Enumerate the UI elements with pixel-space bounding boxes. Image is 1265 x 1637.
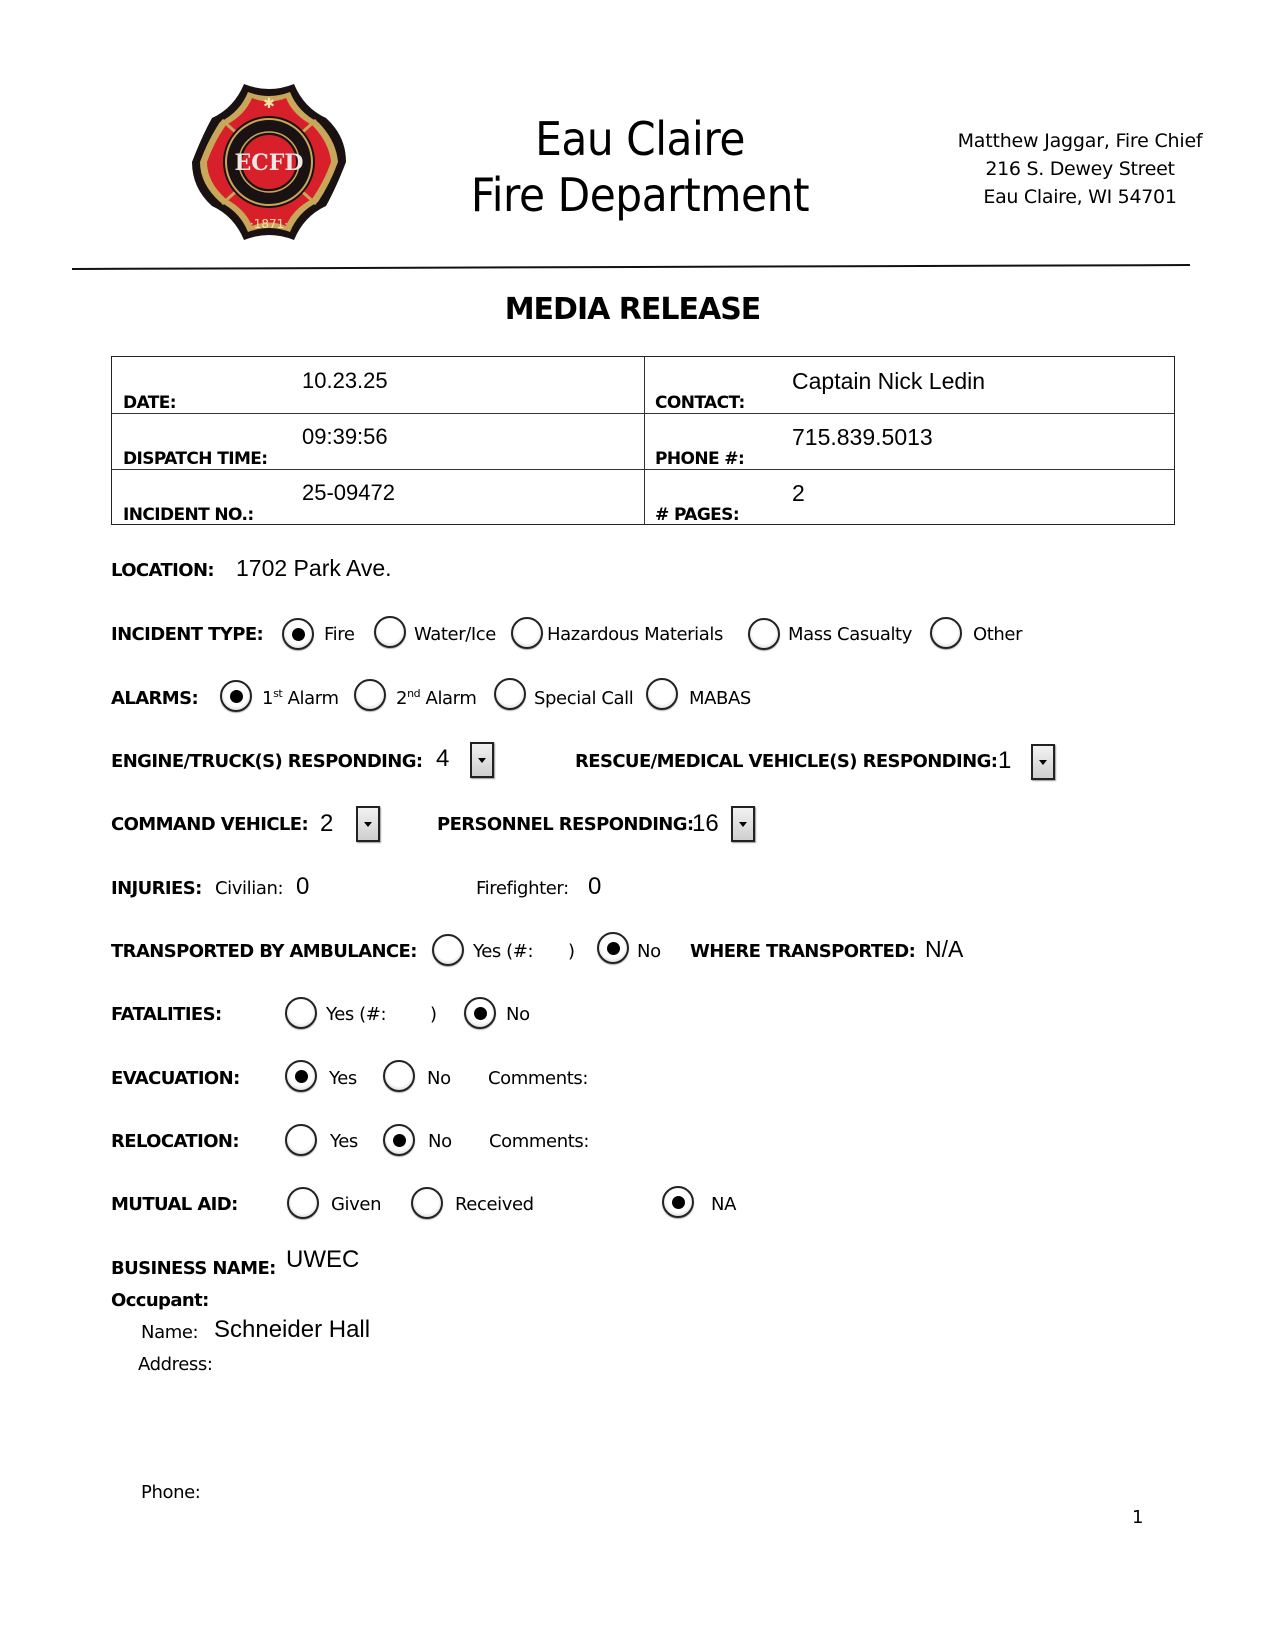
occupant-name-value[interactable]: Schneider Hall — [214, 1316, 371, 1343]
fatalities-yes-label: Yes (#: — [326, 1004, 387, 1025]
radio-selected-dot — [230, 690, 243, 703]
document-title: MEDIA RELEASE — [504, 292, 761, 327]
mutual-aid-given-radio[interactable] — [287, 1187, 319, 1219]
incident-type-hazmat-radio[interactable] — [511, 617, 543, 649]
firefighter-injuries-value[interactable]: 0 — [588, 873, 602, 900]
incident-type-label: INCIDENT TYPE: — [111, 624, 264, 645]
department-street: 216 S. Dewey Street — [985, 158, 1175, 180]
svg-text:·1871·: ·1871· — [249, 217, 289, 231]
radio-selected-dot — [672, 1196, 685, 1209]
contact-label: CONTACT: — [655, 393, 745, 413]
date-value[interactable]: 10.23.25 — [302, 368, 388, 393]
engine-truck-dropdown[interactable] — [470, 742, 494, 778]
transported-no-radio[interactable] — [597, 932, 629, 964]
incident-type-other-radio[interactable] — [930, 617, 962, 649]
civilian-label: Civilian: — [215, 878, 284, 899]
phone-value[interactable]: 715.839.5013 — [792, 424, 933, 450]
relocation-no-radio[interactable] — [383, 1124, 415, 1156]
contact-cell — [644, 357, 1174, 413]
location-label: LOCATION: — [111, 560, 215, 581]
radio-selected-dot — [393, 1134, 406, 1147]
evacuation-no-label: No — [427, 1068, 451, 1089]
incident-type-other-label: Other — [973, 624, 1023, 645]
phone-label: PHONE #: — [655, 449, 745, 469]
evacuation-comments-label: Comments: — [488, 1068, 589, 1089]
transported-no-label: No — [637, 941, 661, 962]
where-transported-value[interactable]: N/A — [925, 936, 964, 962]
command-vehicle-label: COMMAND VEHICLE: — [111, 814, 309, 835]
mutual-aid-received-radio[interactable] — [411, 1187, 443, 1219]
evacuation-label: EVACUATION: — [111, 1068, 240, 1089]
fire-department-badge-icon — [186, 78, 352, 246]
incident-type-hazmat-label: Hazardous Materials — [547, 624, 723, 645]
evacuation-no-radio[interactable] — [383, 1060, 415, 1092]
dispatch-time-value[interactable]: 09:39:56 — [302, 424, 388, 449]
evacuation-yes-radio[interactable] — [285, 1060, 317, 1092]
evacuation-yes-label: Yes — [329, 1068, 357, 1089]
rescue-medical-value: 1 — [998, 747, 1012, 774]
svg-text:✱: ✱ — [263, 96, 275, 112]
incident-type-water-ice-label: Water/Ice — [414, 624, 496, 645]
alarm-mabas-label: MABAS — [689, 688, 751, 709]
mutual-aid-na-radio[interactable] — [662, 1186, 694, 1218]
date-cell — [112, 357, 644, 413]
alarm-2nd-radio[interactable] — [354, 679, 386, 711]
business-name-label: BUSINESS NAME: — [111, 1258, 276, 1279]
fatalities-no-radio[interactable] — [464, 997, 496, 1029]
dispatch-time-cell — [112, 413, 644, 469]
rescue-medical-dropdown[interactable] — [1031, 744, 1055, 780]
pages-cell — [644, 469, 1174, 525]
injuries-label: INJURIES: — [111, 878, 202, 899]
occupant-address-label: Address: — [138, 1354, 213, 1375]
incident-number-value[interactable]: 25-09472 — [302, 480, 395, 505]
mutual-aid-label: MUTUAL AID: — [111, 1194, 238, 1215]
transported-label: TRANSPORTED BY AMBULANCE: — [111, 941, 417, 962]
date-label: DATE: — [123, 393, 176, 413]
alarm-special-call-radio[interactable] — [494, 678, 526, 710]
alarm-special-call-label: Special Call — [534, 688, 634, 709]
radio-selected-dot — [607, 942, 620, 955]
department-city: Eau Claire, WI 54701 — [983, 186, 1177, 208]
incident-type-fire-radio[interactable] — [282, 618, 314, 650]
occupant-phone-label: Phone: — [141, 1482, 201, 1503]
fire-chief-name: Matthew Jaggar, Fire Chief — [957, 130, 1203, 152]
fatalities-yes-close: ) — [430, 1004, 437, 1025]
pages-label: # PAGES: — [655, 505, 740, 525]
contact-value[interactable]: Captain Nick Ledin — [792, 368, 986, 394]
department-name-line2: Fire Department — [470, 168, 810, 222]
radio-selected-dot — [292, 628, 305, 641]
rescue-medical-label: RESCUE/MEDICAL VEHICLE(S) RESPONDING: — [575, 751, 998, 772]
occupant-label: Occupant: — [111, 1290, 209, 1311]
engine-truck-value: 4 — [436, 745, 450, 772]
firefighter-label: Firefighter: — [476, 878, 569, 899]
incident-number-label: INCIDENT NO.: — [123, 505, 254, 525]
civilian-injuries-value[interactable]: 0 — [296, 873, 310, 900]
alarm-mabas-radio[interactable] — [646, 678, 678, 710]
relocation-label: RELOCATION: — [111, 1131, 239, 1152]
personnel-label: PERSONNEL RESPONDING: — [437, 814, 694, 835]
incident-type-fire-label: Fire — [324, 624, 355, 645]
incident-info-table — [111, 356, 1175, 525]
incident-type-mass-casualty-label: Mass Casualty — [788, 624, 912, 645]
alarm-2nd-label: 2nd Alarm — [396, 687, 477, 709]
relocation-comments-label: Comments: — [489, 1131, 590, 1152]
transported-yes-radio[interactable] — [432, 934, 464, 966]
alarms-label: ALARMS: — [111, 688, 199, 709]
page-number: 1 — [1132, 1507, 1144, 1528]
location-value[interactable]: 1702 Park Ave. — [236, 555, 392, 581]
relocation-yes-label: Yes — [330, 1131, 358, 1152]
pages-value[interactable]: 2 — [792, 480, 805, 506]
fatalities-label: FATALITIES: — [111, 1004, 222, 1025]
business-name-value[interactable]: UWEC — [286, 1246, 360, 1273]
relocation-no-label: No — [428, 1131, 452, 1152]
mutual-aid-given-label: Given — [331, 1194, 382, 1215]
phone-cell — [644, 413, 1174, 469]
where-transported-label: WHERE TRANSPORTED: — [690, 941, 916, 962]
radio-selected-dot — [295, 1070, 308, 1083]
alarm-1st-radio[interactable] — [220, 680, 252, 712]
fatalities-no-label: No — [506, 1004, 530, 1025]
fatalities-yes-radio[interactable] — [285, 997, 317, 1029]
mutual-aid-received-label: Received — [455, 1194, 534, 1215]
mutual-aid-na-label: NA — [711, 1194, 736, 1215]
personnel-dropdown[interactable] — [731, 806, 755, 842]
incident-type-water-ice-radio[interactable] — [374, 616, 406, 648]
personnel-value: 16 — [692, 810, 719, 837]
department-name-line1: Eau Claire — [535, 112, 745, 166]
badge-monogram: ECFD — [234, 150, 304, 176]
radio-selected-dot — [474, 1007, 487, 1020]
command-vehicle-value: 2 — [320, 810, 334, 837]
dispatch-time-label: DISPATCH TIME: — [123, 449, 268, 469]
incident-type-mass-casualty-radio[interactable] — [748, 618, 780, 650]
alarm-1st-label: 1st Alarm — [262, 687, 339, 709]
occupant-name-label: Name: — [141, 1322, 199, 1343]
transported-yes-close: ) — [568, 941, 575, 962]
incident-number-cell — [112, 469, 644, 525]
relocation-yes-radio[interactable] — [285, 1124, 317, 1156]
header-divider — [72, 264, 1190, 270]
engine-truck-label: ENGINE/TRUCK(S) RESPONDING: — [111, 751, 423, 772]
transported-yes-label: Yes (#: — [473, 941, 534, 962]
command-vehicle-dropdown[interactable] — [356, 806, 380, 842]
